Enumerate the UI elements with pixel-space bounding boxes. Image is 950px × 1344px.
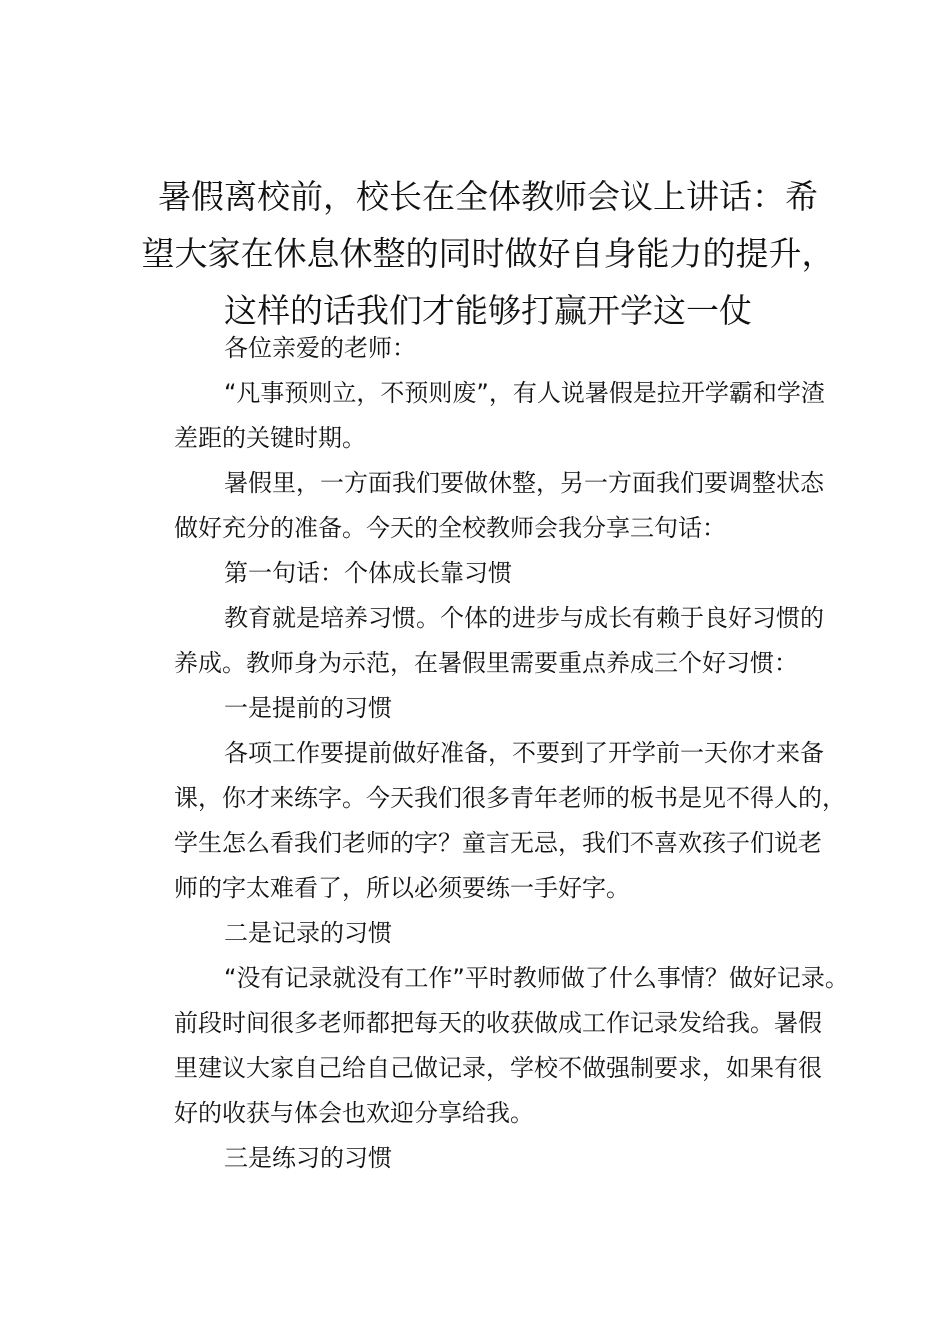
habit-heading-3: 三是练习的习惯 (224, 1144, 392, 1172)
title-line-3: 这样的话我们才能够打赢开学这一仗 (224, 291, 752, 330)
title-line-1: 暑假离校前，校长在全体教师会议上讲话：希 (158, 177, 818, 216)
greeting: 各位亲爱的老师： (224, 334, 416, 362)
section-heading-1: 第一句话：个体成长靠习惯 (224, 559, 512, 587)
habit-heading-2: 二是记录的习惯 (224, 919, 392, 947)
document-body (126, 326, 849, 1181)
habit-heading-1: 一是提前的习惯 (224, 694, 392, 722)
title-line-2: 望大家在休息休整的同时做好自身能力的提升， (141, 234, 835, 273)
paragraph-summer: 暑假里，一方面我们要做休整，另一方面我们要调整状态 做好充分的准备。今天的全校教师会我分享三句话： (174, 469, 824, 542)
paragraph-prepare: 各项工作要提前做好准备，不要到了开学前一天你才来备 课，你才来练字。今天我们很多青年老师的板书是见不得人的， 学生怎么看我们老师的字？童言无忌，我们不喜欢孩子们说老 师的字太难看了，所以必须要练一手好字。 (174, 739, 846, 902)
paragraph-education: 教育就是培养习惯。个体的进步与成长有赖于良好习惯的 养成。教师身为示范，在暑假里需要重点养成三个好习惯： (174, 604, 824, 677)
paragraph-record: “没有记录就没有工作”平时教师做了什么事情？做好记录。 前段时间很多老师都把每天的收获做成工作记录发给我。暑假 里建议大家自己给自己做记录，学校不做强制要求，如果有很 好的收获与体会也欢迎分享给我。 (174, 964, 849, 1127)
document-title (118, 168, 858, 339)
paragraph-quote: “凡事预则立，不预则废”，有人说暑假是拉开学霸和学渣 差距的关键时期。 (174, 379, 825, 452)
